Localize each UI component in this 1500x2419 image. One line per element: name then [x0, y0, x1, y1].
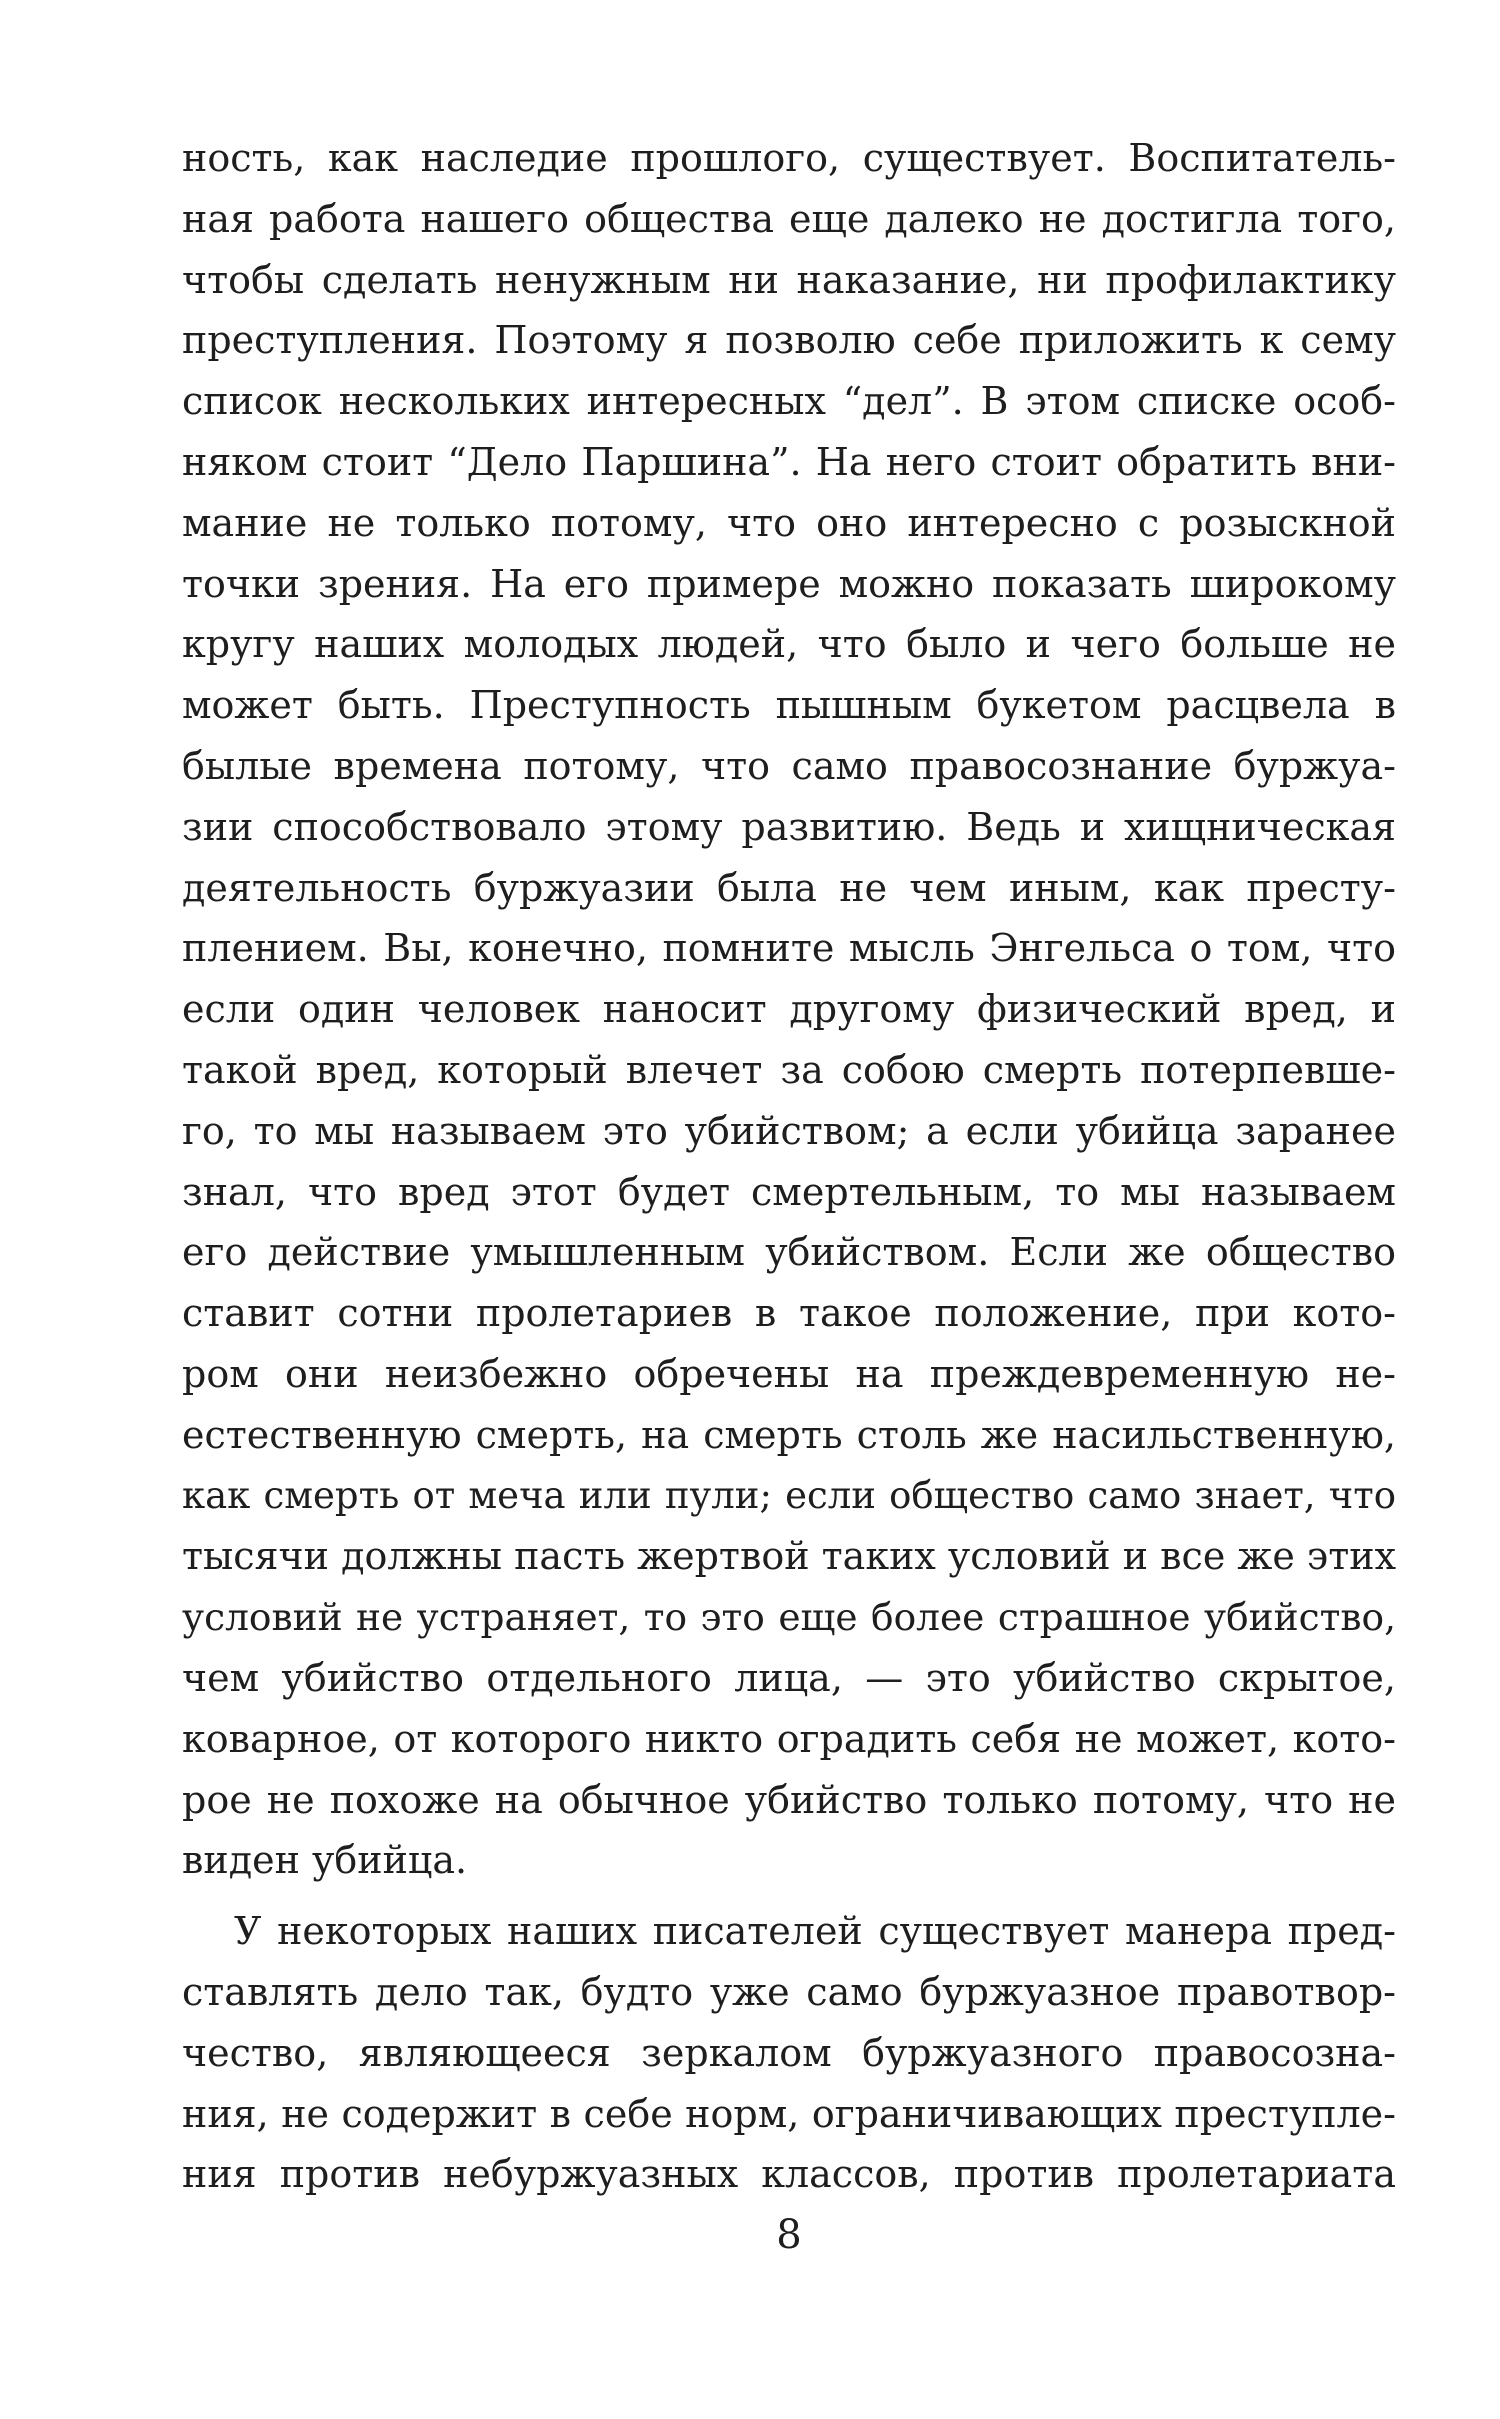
text-line: го, то мы называем это убийством; а если убийца заранее — [182, 1108, 1396, 1153]
text-line: ная работа нашего общества еще далеко не достигла того, — [182, 196, 1396, 241]
text-line: такой вред, который влечет за собою смерть потерпевше- — [182, 1047, 1396, 1092]
text-line: точки зрения. На его примере можно показать широкому — [182, 561, 1396, 606]
paragraph-gap — [182, 1891, 1396, 1901]
text-line: список нескольких интересных “дел”. В этом списке особ- — [182, 379, 1396, 424]
text-line: деятельность буржуазии была не чем иным, как престу- — [182, 865, 1396, 910]
text-line: ния, не содержит в себе норм, ограничивающих преступле- — [182, 2091, 1396, 2136]
text-line: плением. Вы, конечно, помните мысль Энгельса о том, что — [182, 926, 1396, 971]
text-line: чтобы сделать ненужным ни наказание, ни профилактику — [182, 257, 1396, 302]
text-line: его действие умышленным убийством. Если же общество — [182, 1230, 1396, 1275]
text-line: чем убийство отдельного лица, — это убийство скрытое, — [182, 1655, 1396, 1700]
text-line: ставит сотни пролетариев в такое положение, при кото- — [182, 1291, 1396, 1336]
text-line: тысячи должны пасть жертвой таких условий и все же этих — [182, 1534, 1396, 1579]
text-line: естественную смерть, на смерть столь же насильственную, — [182, 1412, 1396, 1457]
text-line: рое не похоже на обычное убийство только потому, что не — [182, 1777, 1396, 1822]
text-line: былые времена потому, что само правосознание буржуа- — [182, 743, 1396, 788]
paragraph — [182, 128, 1396, 1891]
text-line: ставлять дело так, будто уже само буржуазное правотвор- — [182, 1969, 1396, 2014]
text-line: если один человек наносит другому физический вред, и — [182, 987, 1396, 1032]
body-text — [182, 128, 1396, 2205]
text-line: знал, что вред этот будет смертельным, то мы называем — [182, 1169, 1396, 1214]
page-number: 8 — [776, 2212, 802, 2258]
text-line: коварное, от которого никто оградить себя не может, кото- — [182, 1716, 1396, 1761]
text-line: условий не устраняет, то это еще более страшное убийство, — [182, 1595, 1396, 1640]
text-line: как смерть от меча или пули; если общество само знает, что — [182, 1473, 1396, 1517]
text-line: преступления. Поэтому я позволю себе приложить к сему — [182, 318, 1396, 363]
text-line: ром они неизбежно обречены на преждевременную не- — [182, 1351, 1396, 1396]
text-line: ния против небуржуазных классов, против пролетариата — [182, 2152, 1396, 2197]
paragraph — [182, 1901, 1396, 2205]
text-line: зии способствовало этому развитию. Ведь и хищническая — [182, 804, 1396, 849]
text-line: чество, являющееся зеркалом буржуазного правосозна- — [182, 2030, 1396, 2075]
text-line: кругу наших молодых людей, что было и чего больше не — [182, 622, 1396, 667]
text-line: няком стоит “Дело Паршина”. На него стоит обратить вни- — [182, 439, 1396, 484]
text-line: ность, как наследие прошлого, существует. Воспитатель- — [182, 136, 1396, 180]
text-line: мание не только потому, что оно интересно с розыскной — [182, 500, 1396, 545]
text-line: У некоторых наших писателей существует манера пред- — [234, 1909, 1396, 1954]
text-line: виден убийца. — [182, 1838, 468, 1883]
text-line: может быть. Преступность пышным букетом расцвела в — [182, 683, 1396, 728]
